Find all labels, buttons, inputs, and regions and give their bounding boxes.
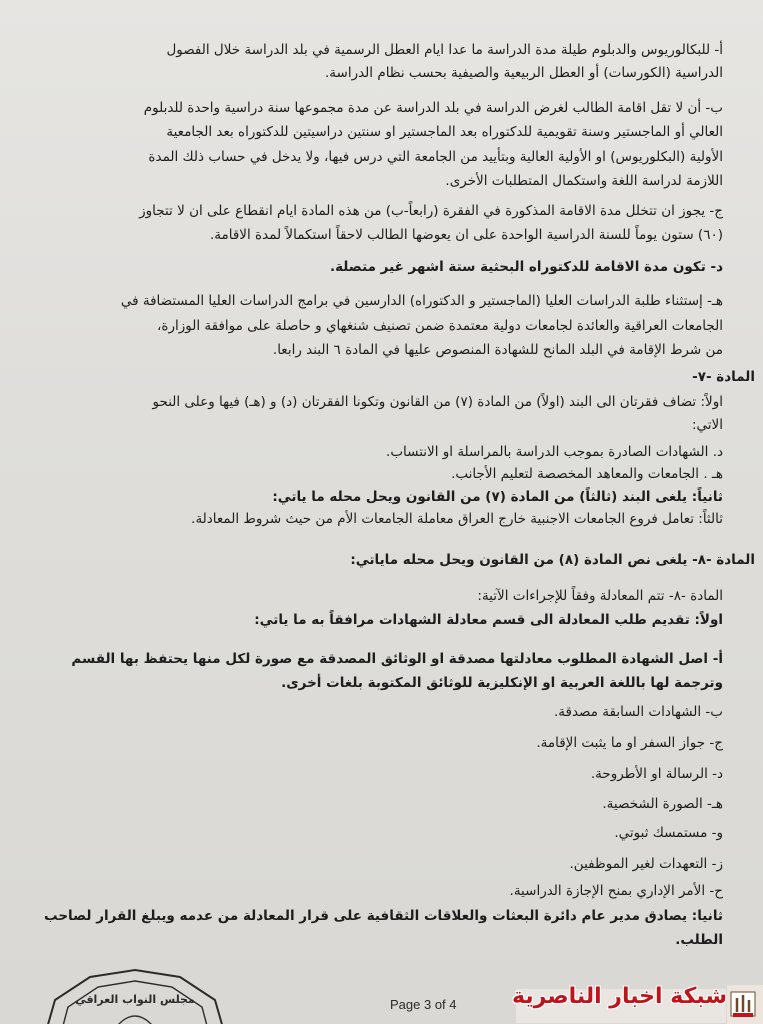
- text-line: الدراسية (الكورسات) أو العطل الربيعية والصيفية بحسب نظام الدراسة.: [324, 65, 723, 81]
- text-line: ثانياً: يلغى البند (ثالثاً) من المادة (٧) من القانون ويحل محله ما ياتي:: [272, 489, 723, 505]
- text-line: هـ . الجامعات والمعاهد المخصصة لتعليم الأجانب.: [451, 466, 723, 482]
- text-line: المادة -٨- تتم المعادلة وفقاً للإجراءات الآتية:: [477, 588, 723, 604]
- text-line: د. الشهادات الصادرة بموجب الدراسة بالمراسلة او الانتساب.: [386, 444, 723, 460]
- text-line: هـ- الصورة الشخصية.: [602, 796, 723, 812]
- text-line: اللازمة لدراسة اللغة واستكمال المتطلبات الأخرى.: [445, 173, 723, 189]
- article-heading: المادة -٧-: [692, 369, 755, 385]
- text-line: د- الرسالة او الأطروحة.: [590, 766, 723, 782]
- parliament-seal: [40, 965, 230, 1024]
- text-line: د- تكون مدة الاقامة للدكتوراه البحثية ستة اشهر غير متصلة.: [329, 259, 723, 275]
- article-heading: المادة -٨- يلغى نص المادة (٨) من القانون ويحل محله ماياتي:: [350, 552, 755, 568]
- text-line: الأولية (البكلوريوس) او الأولية العالية وبتأييد من الجامعة التي درس فيها، ولا يدخل في حساب ذلك المدة: [148, 149, 723, 165]
- text-line: ب- الشهادات السابقة مصدقة.: [553, 704, 723, 720]
- text-line: و- مستمسك ثبوتي.: [614, 825, 723, 841]
- page-number: Page 3 of 4: [390, 997, 457, 1012]
- text-line: ز- التعهدات لغير الموظفين.: [569, 856, 723, 872]
- text-line: الطلب.: [675, 932, 723, 948]
- text-line: اولاً: تقديم طلب المعادلة الى قسم معادلة الشهادات مرافقاً به ما ياتي:: [254, 612, 723, 628]
- text-line: من شرط الإقامة في البلد المانح للشهادة المنصوص عليها في المادة ٦ البند رابعا.: [272, 342, 723, 358]
- text-line: ب- أن لا تقل اقامة الطالب لغرض الدراسة في بلد الدراسة عن مدة مجموعها سنة دراسية واحدة للدبلوم: [143, 100, 723, 116]
- text-line: أ- اصل الشهادة المطلوب معادلتها مصدقة او الوثائق المصدقة مع صورة لكل منها يحتفظ بها القسم: [71, 651, 723, 667]
- watermark-text: شبكة اخبار الناصرية: [512, 984, 727, 1009]
- text-line: هـ- إستثناء طلبة الدراسات العليا (الماجستير و الدكتوراه) الدارسين في برامج الدراسات العليا المستضافة في: [120, 293, 723, 309]
- text-line: الجامعات العراقية والعائدة لجامعات دولية معتمدة ضمن تصنيف شنغهاي و حاصلة على موافقة الوزارة،: [157, 318, 723, 334]
- text-line: (٦٠) ستون يوماً للسنة الدراسية الواحدة على ان يعوضها الطالب لاحقاً استكمالاً لمدة الاقامة.: [209, 227, 723, 243]
- text-line: ثالثاً: تعامل فروع الجامعات الاجنبية خارج العراق معاملة الجامعات الأم من حيث شروط المعادلة.: [191, 511, 723, 527]
- news-logo-icon: [727, 990, 759, 1020]
- seal-text: مجلس النواب العراقي: [75, 993, 195, 1006]
- text-line: ج- يجوز ان تتخلل مدة الاقامة المذكورة في الفقرة (رابعاً-ب) من هذه المادة ايام انقطاع على ان لا تتجاوز: [139, 203, 723, 219]
- text-line: الاتي:: [691, 417, 723, 433]
- text-line: ثانيا: يصادق مدير عام دائرة البعثات والعلاقات الثقافية على قرار المعادلة من عدمه ويبلغ القرار لصاحب: [44, 908, 723, 924]
- text-line: اولاً: تضاف فقرتان الى البند (اولاً) من المادة (٧) من القانون وتكونا الفقرتان (د) و (هـ) فيها وعلى النحو: [152, 394, 723, 410]
- text-line: أ- للبكالوريوس والدبلوم طيلة مدة الدراسة ما عدا ايام العطل الرسمية في بلد الدراسة خلال الفصول: [166, 42, 723, 58]
- text-line: ج- جواز السفر او ما يثبت الإقامة.: [536, 735, 723, 751]
- text-line: وترجمة لها باللغة العربية او الإنكليزية للوثائق المكتوبة بلغات أخرى.: [281, 675, 723, 691]
- text-line: ح- الأمر الإداري بمنح الإجازة الدراسية.: [509, 883, 723, 899]
- text-line: العالي أو الماجستير وسنة تقويمية للدكتوراه بعد الماجستير او سنتين دراسيتين للدكتوراه بعد الجامعية: [166, 124, 723, 140]
